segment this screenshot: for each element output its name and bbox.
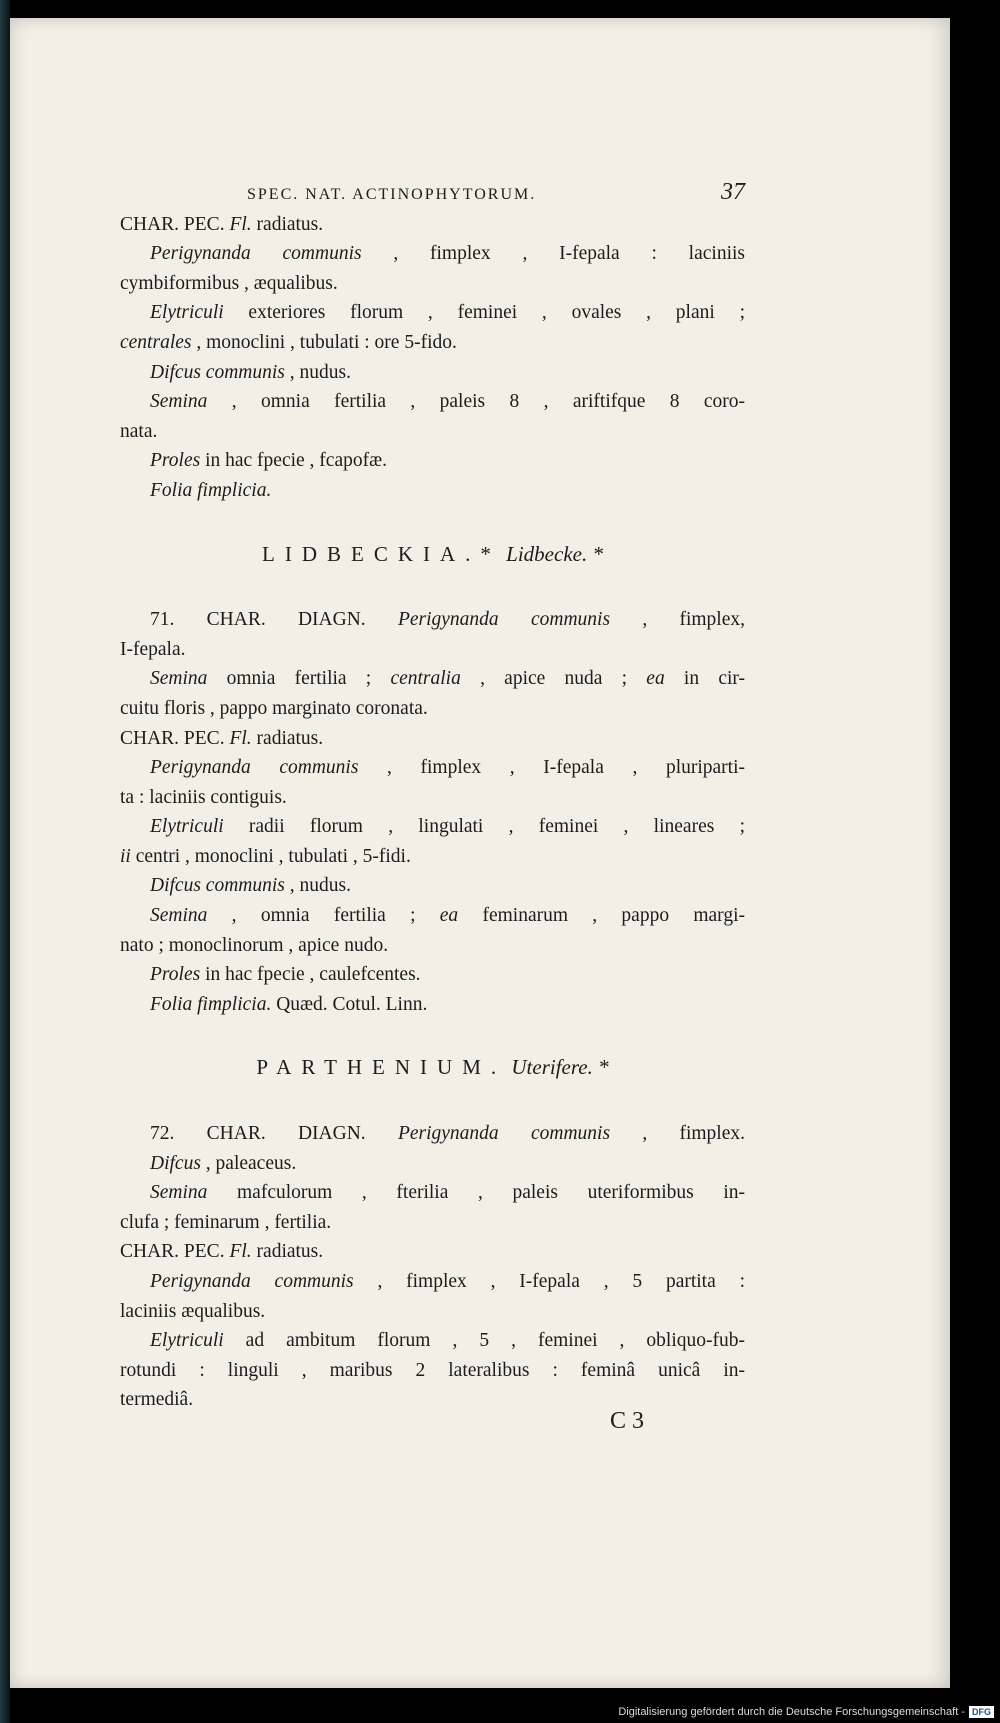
genus-common-name: Uterifere. *: [511, 1055, 609, 1080]
italic-term: Perigynanda communis: [397, 1123, 611, 1145]
text-run: , nudus.: [284, 361, 351, 383]
description-block-2: [120, 605, 745, 1019]
text-line: [120, 783, 745, 813]
text-run: in cir-: [664, 668, 745, 690]
text-run: , fimplex , I-fepala : laciniis: [361, 243, 745, 265]
footer-text: Digitalisierung gefördert durch die Deutsche Forschungsgemeinschaft -: [618, 1706, 965, 1718]
text-run: rotundi : linguli , maribus 2 lateralibus : feminâ unicâ in-: [120, 1359, 745, 1381]
italic-term: ea: [646, 668, 665, 690]
text-run: laciniis æqualibus.: [120, 1300, 266, 1322]
text-line: [120, 694, 745, 724]
text-run: , apice nuda ;: [460, 668, 647, 690]
text-line: [120, 960, 745, 990]
text-run: , nudus.: [284, 875, 351, 897]
text-line: [120, 210, 745, 240]
book-page: [10, 18, 950, 1688]
italic-term: Difcus: [150, 1152, 201, 1174]
text-run: ta : laciniis contiguis.: [120, 786, 287, 808]
page-text: [120, 178, 745, 1415]
text-run: CHAR. PEC.: [120, 213, 230, 235]
text-run: termediâ.: [120, 1389, 194, 1411]
text-run: cymbiformibus , æqualibus.: [120, 272, 338, 294]
signature-mark: C 3: [610, 1408, 645, 1434]
italic-term: Folia fimplicia.: [150, 479, 272, 501]
text-line: [120, 1356, 745, 1386]
text-run: Quæd. Cotul. Linn.: [271, 993, 428, 1015]
text-run: mafculorum , fterilia , paleis uteriformibus in-: [207, 1182, 745, 1204]
text-run: radii florum , lingulati , feminei , lineares ;: [223, 816, 745, 838]
running-header: [120, 178, 745, 210]
italic-term: Fl.: [229, 727, 252, 749]
genus-name: LIDBECKIA.*: [262, 541, 501, 566]
text-run: 71. CHAR. DIAGN.: [150, 609, 398, 631]
text-run: radiatus.: [251, 213, 324, 235]
text-run: CHAR. PEC.: [120, 727, 230, 749]
text-run: nato ; monoclinorum , apice nudo.: [120, 934, 389, 956]
text-line: [120, 1297, 745, 1327]
text-run: omnia fertilia ;: [207, 668, 391, 690]
italic-term: Perigynanda communis: [150, 757, 359, 779]
text-line: [120, 1326, 745, 1356]
text-line: [120, 1385, 745, 1415]
text-line: [120, 605, 745, 635]
text-run: centri , monoclini , tubulati , 5-fidi.: [130, 845, 411, 867]
text-line: [120, 753, 745, 783]
text-line: [120, 664, 745, 694]
italic-term: Fl.: [229, 213, 252, 235]
italic-term: Semina: [150, 1182, 208, 1204]
text-line: [120, 446, 745, 476]
text-line: [120, 239, 745, 269]
text-line: [120, 417, 745, 447]
text-run: 72. CHAR. DIAGN.: [150, 1123, 398, 1145]
italic-term: ii: [120, 845, 131, 867]
text-line: [120, 901, 745, 931]
italic-term: Perigynanda communis: [150, 1271, 354, 1292]
text-run: , fimplex , I-fepala , 5 partita :: [353, 1271, 745, 1292]
text-run: radiatus.: [251, 727, 324, 749]
italic-term: Proles: [150, 964, 201, 986]
text-line: [120, 635, 745, 665]
text-run: cuitu floris , pappo marginato coronata.: [120, 697, 428, 719]
italic-term: Elytriculi: [150, 1330, 224, 1352]
text-run: , omnia fertilia , paleis 8 , ariftifque 8 coro-: [207, 391, 745, 413]
text-run: I-fepala.: [120, 638, 186, 660]
text-run: CHAR. PEC.: [120, 1241, 230, 1263]
italic-term: Elytriculi: [150, 816, 224, 838]
text-line: [120, 1208, 745, 1238]
genus-heading-parthenium: [120, 1053, 745, 1083]
text-run: , monoclini , tubulati : ore 5-fido.: [191, 331, 457, 353]
text-line: [120, 387, 745, 417]
genus-name: PARTHENIUM.: [256, 1055, 507, 1080]
text-line: [120, 1178, 745, 1208]
text-run: , fimplex.: [610, 1123, 746, 1145]
text-line: [120, 931, 745, 961]
text-run: in hac fpecie , fcapofæ.: [200, 450, 387, 472]
description-block-1: [120, 210, 745, 506]
italic-term: Fl.: [229, 1241, 252, 1263]
italic-term: centralia: [390, 668, 461, 690]
genus-common-name: Lidbecke. *: [506, 541, 603, 566]
text-run: nata.: [120, 420, 158, 442]
text-line: [120, 871, 745, 901]
text-run: clufa ; feminarum , fertilia.: [120, 1211, 332, 1233]
text-line: [120, 269, 745, 299]
text-line: [120, 1119, 745, 1149]
italic-term: Folia fimplicia.: [150, 993, 272, 1015]
italic-term: centrales: [120, 331, 192, 353]
italic-term: Elytriculi: [150, 302, 224, 324]
italic-term: Difcus communis: [150, 875, 285, 897]
text-line: [120, 328, 745, 358]
text-run: , omnia fertilia ;: [207, 905, 440, 927]
italic-term: ea: [439, 905, 459, 927]
genus-heading-lidbeckia: [120, 540, 745, 570]
italic-term: Semina: [150, 668, 208, 690]
text-line: [120, 842, 745, 872]
text-line: [120, 724, 745, 754]
text-run: , fimplex,: [610, 609, 746, 631]
text-line: [120, 298, 745, 328]
text-line: [120, 990, 745, 1020]
running-title: SPEC. NAT. ACTINOPHYTORUM.: [247, 186, 537, 203]
text-line: [120, 1267, 745, 1297]
text-run: in hac fpecie , caulefcentes.: [200, 964, 421, 986]
text-run: exteriores florum , feminei , ovales , plani ;: [223, 302, 745, 324]
italic-term: Perigynanda communis: [150, 243, 362, 265]
text-run: , fimplex , I-fepala , pluriparti-: [358, 757, 745, 779]
dfg-logo: DFG: [969, 1706, 994, 1718]
text-line: [120, 1149, 745, 1179]
text-line: [120, 812, 745, 842]
text-line: [120, 476, 745, 506]
italic-term: Semina: [150, 905, 208, 927]
text-line: [120, 358, 745, 388]
italic-term: Semina: [150, 391, 208, 413]
page-number: 37: [721, 179, 745, 205]
text-run: radiatus.: [251, 1241, 324, 1263]
text-run: feminarum , pappo margi-: [458, 905, 745, 927]
italic-term: Difcus communis: [150, 361, 285, 383]
description-block-3: [120, 1119, 745, 1415]
italic-term: Proles: [150, 450, 201, 472]
book-spine-edge: [0, 0, 10, 1723]
digitization-footer: [618, 1706, 994, 1718]
italic-term: Perigynanda communis: [397, 609, 611, 631]
text-line: [120, 1237, 745, 1267]
text-run: ad ambitum florum , 5 , feminei , obliquo-fub-: [223, 1330, 745, 1352]
text-run: , paleaceus.: [200, 1152, 297, 1174]
